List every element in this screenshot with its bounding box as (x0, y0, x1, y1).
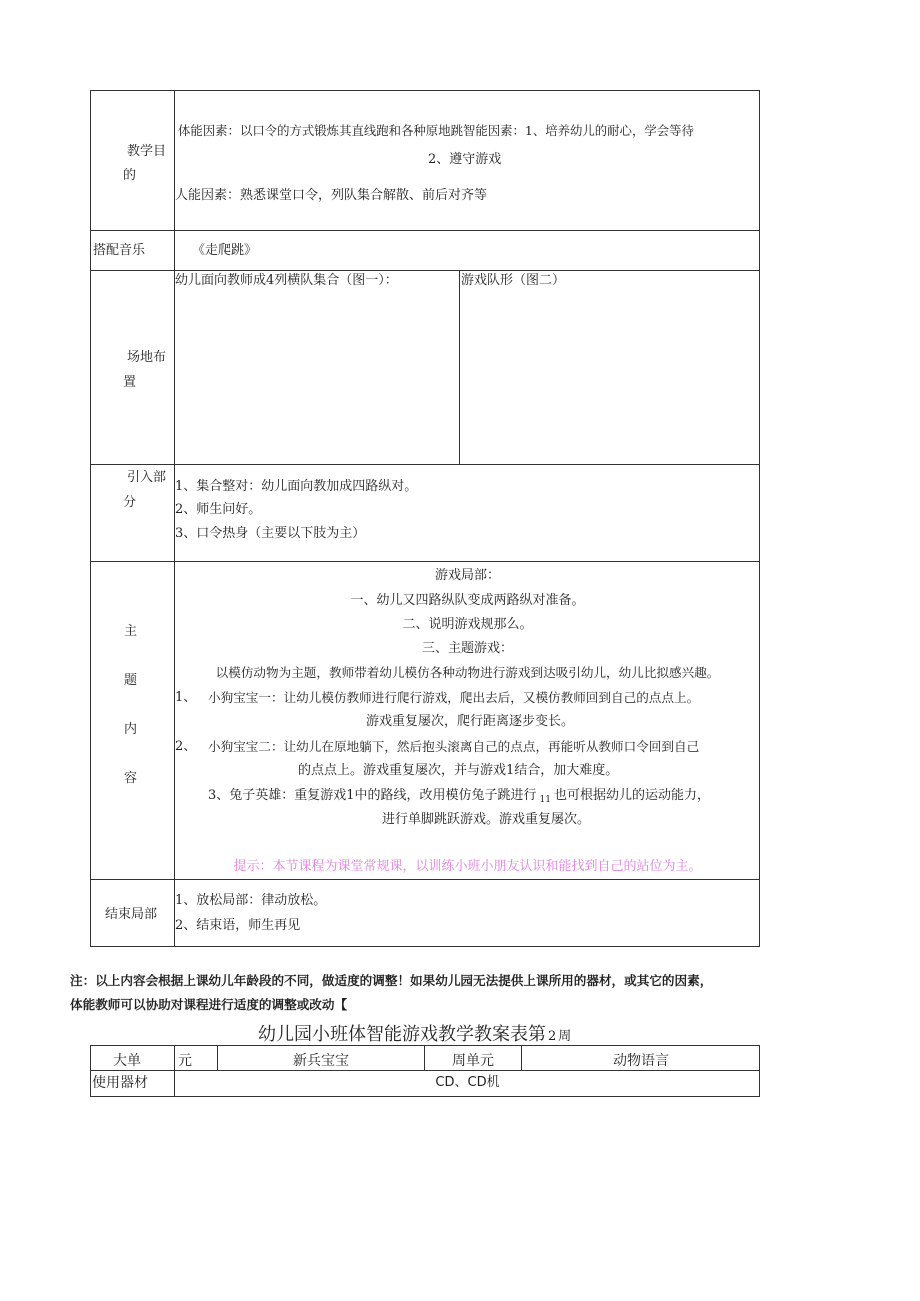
row-divider (90, 464, 760, 465)
unit-table-row-divider (90, 1070, 760, 1071)
venue-label-a: 场地布 (127, 350, 167, 365)
game-2-line-1: 小狗宝宝二：让幼儿在原地躺下，然后抱头滚离自己的点点，再能听从教师口令回到自己 (208, 739, 700, 754)
game-3-text-a: 3、兔子英雄：重复游戏1中的路线，改用模仿兔子跳进行 (208, 788, 537, 803)
intro-label-a: 引入部 (127, 470, 167, 485)
table-border-left (90, 90, 91, 947)
game-2-number: 2、 (175, 739, 197, 754)
unit-table-border-top (90, 1045, 760, 1046)
second-title-week-label: 周 (558, 1029, 572, 1044)
unit-label-a: 大单 (113, 1053, 141, 1069)
unit-table-border-left (90, 1045, 91, 1097)
intro-item-2: 2、师生问好。 (175, 502, 262, 517)
main-label-char-2: 题 (124, 673, 138, 688)
unit-table-border-bottom (90, 1096, 760, 1097)
equip-label: 使用器材 (92, 1075, 148, 1091)
game-1-number: 1、 (175, 690, 197, 705)
main-tip: 提示：本节课程为课堂常规课，以训练小班小朋友认识和能找到自己的站位为主。 (233, 859, 702, 874)
end-item-2: 2、结束语，师生再见 (175, 918, 301, 933)
row-divider (90, 270, 760, 271)
row-divider (90, 561, 760, 562)
intro-item-3: 3、口令热身（主要以下肢为主） (175, 526, 366, 541)
main-title: 游戏局部： (434, 568, 500, 583)
venue-label-b: 置 (123, 375, 137, 390)
game-1-line-2: 游戏重复屡次，爬行距离逐步变长。 (366, 714, 575, 729)
goal-line-1: 体能因素：以口令的方式锻炼其直线跑和各种原地跳智能因素：1、培养幼儿的耐心，学会等待 (178, 123, 694, 138)
main-para-2: 二、说明游戏规那么。 (402, 617, 533, 632)
main-label-char-3: 内 (124, 722, 138, 737)
game-3-line-2: 进行单脚跳跃游戏。游戏重复屡次。 (382, 812, 591, 827)
goal-line-3: 人能因素：熟悉课堂口令，列队集合解散、前后对齐等 (175, 188, 488, 203)
goal-line-2: 2、遵守游戏 (428, 152, 502, 167)
main-para-1: 一、幼儿又四路纵队变成两路纵对准备。 (350, 593, 585, 608)
venue-left-text: 幼儿面向教师成4列横队集合（图一）： (175, 273, 398, 288)
main-para-4: 以模仿动物为主题，教师带着幼儿模仿各种动物进行游戏到达吸引幼儿，幼儿比拟感兴趣。 (215, 665, 720, 680)
music-label: 搭配音乐 (93, 243, 146, 258)
end-item-1: 1、放松局部：律动放松。 (175, 893, 327, 908)
intro-item-1: 1、集合整对：幼儿面向教加成四路纵对。 (175, 479, 418, 494)
music-value: 《走爬跳》 (192, 243, 258, 258)
end-label: 结束局部 (105, 907, 158, 922)
second-title-week-num: 2 (548, 1029, 557, 1044)
label-column-divider (174, 90, 175, 947)
row-divider (90, 879, 760, 880)
goal-label-a: 教学目 (127, 144, 167, 159)
note-line-1: 注：以上内容会根据上课幼儿年龄段的不同，做适度的调整！如果幼儿园无法提供上课所用的器材，或其它的因素， (70, 973, 713, 988)
unit-label-b: 元 (178, 1053, 192, 1069)
row-divider (90, 230, 760, 231)
game-1-line-1: 小狗宝宝一：让幼儿模仿教师进行爬行游戏，爬出去后，又模仿教师回到自己的点点上。 (208, 690, 700, 705)
main-label-char-4: 容 (124, 771, 138, 786)
table-border-top (90, 90, 760, 91)
game-3-line-1 (208, 788, 710, 805)
main-label-char-1: 主 (124, 624, 138, 639)
intro-label-b: 分 (123, 495, 137, 510)
goal-label-b: 的 (123, 168, 137, 183)
week-unit-label: 周单元 (452, 1053, 494, 1069)
game-3-text-c: 也可根据幼儿的运动能力， (554, 788, 711, 803)
game-2-line-2: 的点点上。游戏重复屡次，并与游戏1结合，加大难度。 (298, 763, 619, 778)
second-table-title (258, 1020, 571, 1046)
game-3-small-number: 11 (539, 795, 551, 805)
note-line-2: 体能教师可以协助对课程进行适度的调整或改动【 (70, 997, 348, 1012)
table-border-right (759, 90, 760, 947)
second-title-main: 幼儿园小班体智能游戏教学教案表第 (258, 1024, 546, 1045)
main-para-3: 三、主题游戏： (421, 641, 513, 656)
venue-split-divider (459, 270, 460, 464)
week-unit-value: 动物语言 (613, 1053, 669, 1069)
equip-value: CD、CD机 (435, 1075, 500, 1090)
table-border-bottom (90, 946, 760, 947)
unit-value: 新兵宝宝 (293, 1053, 349, 1069)
venue-right-text: 游戏队形（图二） (461, 273, 566, 288)
